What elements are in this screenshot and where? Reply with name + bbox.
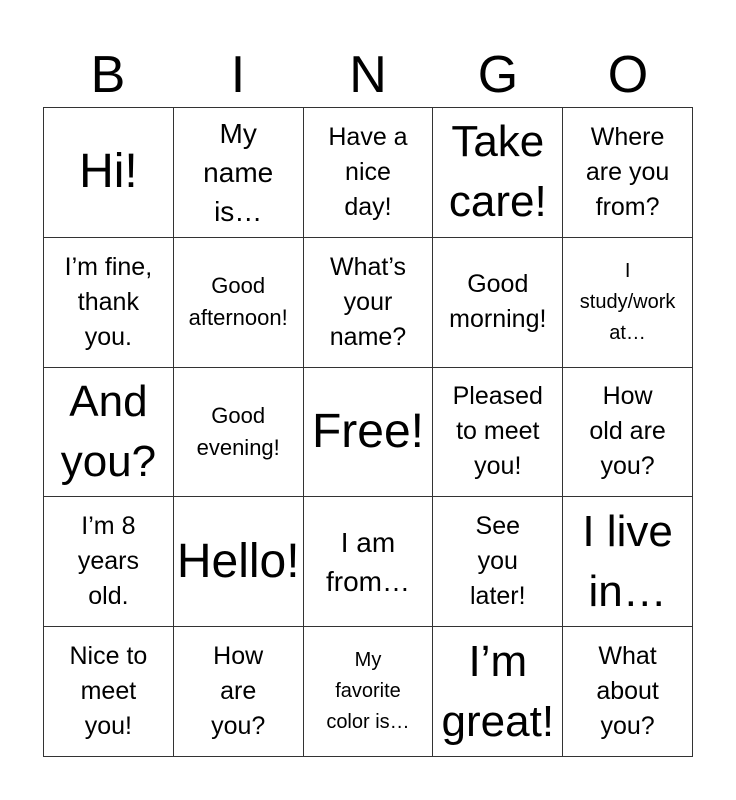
bingo-cell [44,627,174,757]
header-letter-o: O [607,46,649,104]
bingo-cell [563,368,693,498]
bingo-cell [174,627,304,757]
bingo-cell [433,497,563,627]
cell-text: Good morning! [449,270,547,334]
header-letter-n: N [349,46,387,104]
cell-text: I’m great! [441,636,555,746]
cell-text: Good evening! [196,402,280,460]
bingo-card-grid [43,107,693,757]
cell-text: How old are you? [589,382,666,481]
bingo-cell [563,497,693,627]
cell-text: Have a nice day! [328,122,408,221]
cell-text: And you? [60,376,157,486]
bingo-cell [304,108,434,238]
bingo-cell [433,108,563,238]
bingo-cell [44,108,174,238]
bingo-cell [44,497,174,627]
cell-text: Where are you from? [585,122,670,221]
bingo-cell [174,497,304,627]
header-letter-g: G [477,46,519,104]
cell-text: Nice to meet you! [69,642,148,741]
cell-text: What’s your name? [329,252,407,351]
cell-text: I live in… [582,506,673,616]
header-letter-b: B [90,46,126,104]
cell-text: I’m fine, thank you. [64,252,153,351]
cell-text: Pleased to meet you! [452,382,543,481]
cell-text: How are you? [211,642,266,741]
cell-text: Good afternoon! [188,273,288,331]
cell-text: Take care! [448,117,547,227]
cell-text: Hi! [79,145,138,199]
bingo-cell [304,627,434,757]
bingo-cell [563,108,693,238]
bingo-cell [174,368,304,498]
cell-text: What about you? [596,642,659,741]
cell-text: Hello! [176,534,300,588]
bingo-cell [174,238,304,368]
bingo-cell [304,238,434,368]
cell-text: I am from… [325,526,410,597]
cell-text: I study/work at… [579,259,676,344]
bingo-cell [433,368,563,498]
bingo-cell [174,108,304,238]
bingo-cell [433,627,563,757]
cell-text: Free! [311,404,424,458]
bingo-cell [304,497,434,627]
bingo-cell [44,238,174,368]
cell-text: See you later! [469,512,526,611]
bingo-cell [433,238,563,368]
cell-text: I’m 8 years old. [77,512,139,611]
bingo-cell [563,238,693,368]
bingo-header [43,44,693,106]
bingo-cell [44,368,174,498]
bingo-cell free-space [304,368,434,498]
bingo-cell [563,627,693,757]
header-letter-i: I [230,46,246,104]
cell-text: My favorite color is… [326,649,410,734]
cell-text: My name is… [203,117,274,227]
